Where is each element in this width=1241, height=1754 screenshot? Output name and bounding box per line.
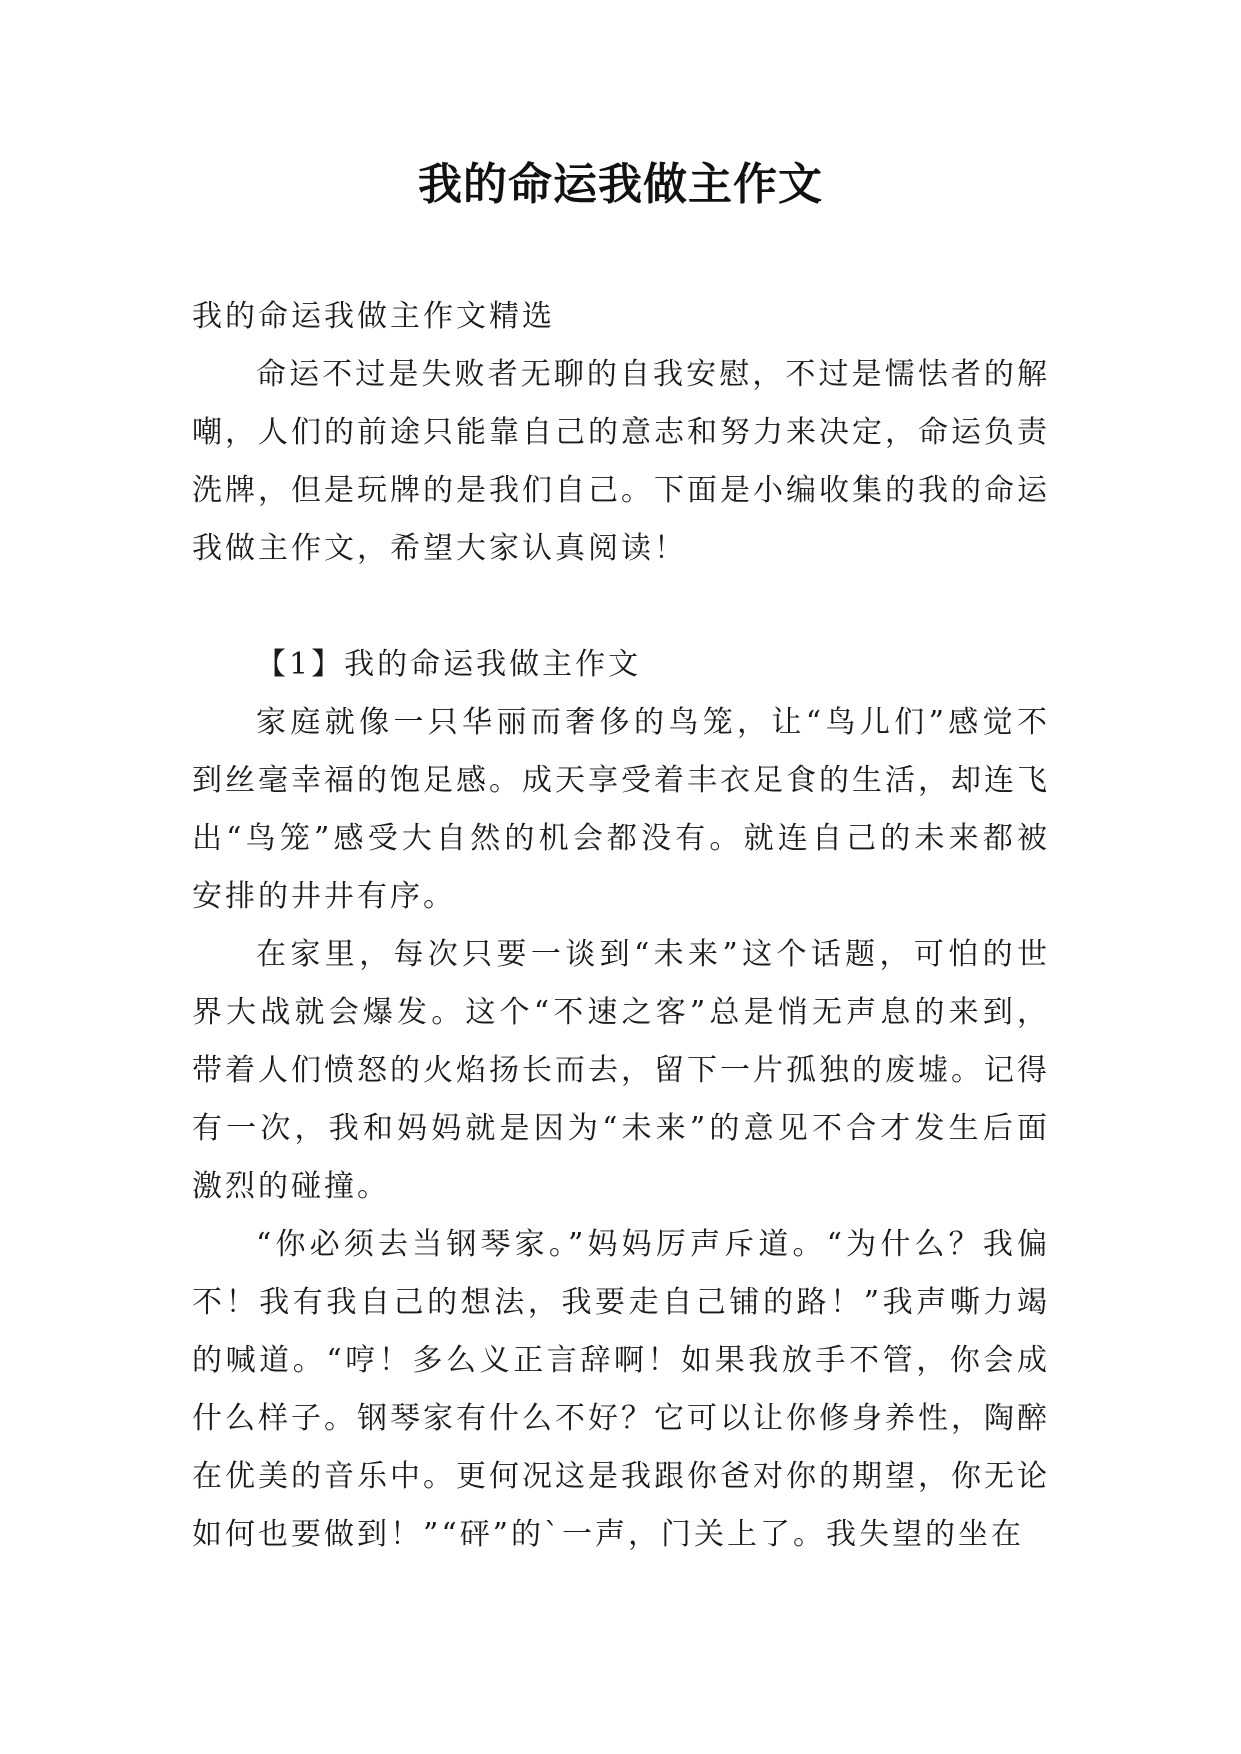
section-heading: 【1】我的命运我做主作文 [256, 647, 642, 682]
body-paragraph: 在家里，每次只要一谈到“未来”这个话题，可怕的世界大战就会爆发。这个“不速之客”总是悄无声息的来到，带着人们愤怒的火焰扬长而去，留下一片孤独的废墟。记得有一次，我和妈妈就是因为“未来”的意见不合才发生后面激烈的碰撞。 [192, 937, 1050, 1204]
body-paragraph: 家庭就像一只华丽而奢侈的鸟笼，让“鸟儿们”感觉不到丝毫幸福的饱足感。成天享受着丰衣足食的生活，却连飞出“鸟笼”感受大自然的机会都没有。就连自己的未来都被安排的井井有序。 [192, 705, 1050, 914]
document-body [192, 288, 1050, 1564]
document-subtitle: 我的命运我做主作文精选 [192, 299, 555, 334]
paragraph-gap [192, 578, 1050, 636]
intro-paragraph: 命运不过是失败者无聊的自我安慰，不过是懦怯者的解嘲，人们的前途只能靠自己的意志和努力来决定，命运负责洗牌，但是玩牌的是我们自己。下面是小编收集的我的命运我做主作文，希望大家认真阅读！ [192, 357, 1050, 566]
document-title: 我的命运我做主作文 [418, 159, 823, 210]
body-paragraph: “你必须去当钢琴家。”妈妈厉声斥道。“为什么？我偏不！我有我自己的想法，我要走自己铺的路！”我声嘶力竭的喊道。“哼！多么义正言辞啊！如果我放手不管，你会成什么样子。钢琴家有什么不好？它可以让你修身养性，陶醉在优美的音乐中。更何况这是我跟你爸对你的期望，你无论如何也要做到！”“砰”的`一声，门关上了。我失望的坐在 [192, 1227, 1050, 1552]
